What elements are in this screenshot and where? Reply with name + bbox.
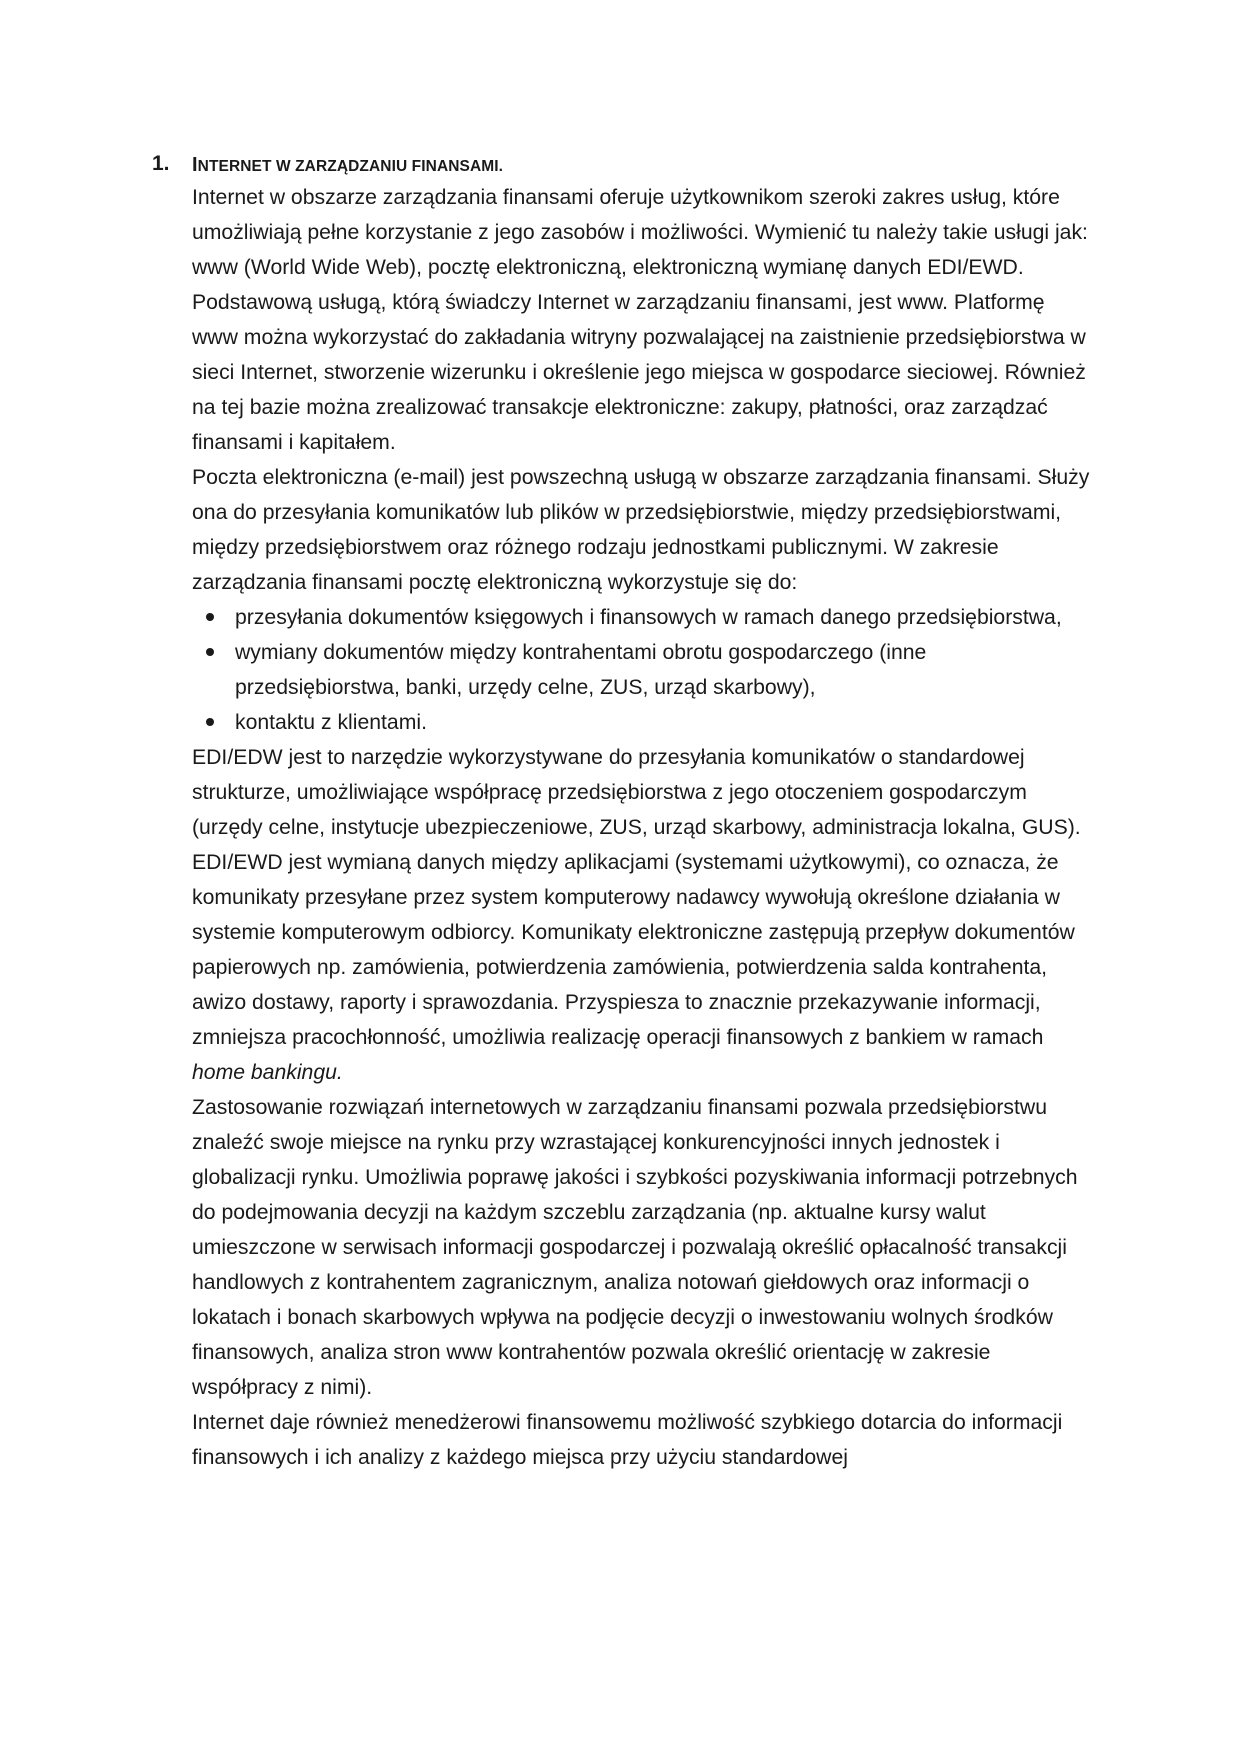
heading-title-rest: NTERNET W ZARZĄDZANIU FINANSAMI. [197, 158, 504, 175]
paragraph-edi [192, 740, 1092, 1090]
document-body [152, 150, 1092, 1475]
list-item [192, 600, 1092, 635]
bullet-icon [206, 718, 214, 726]
heading-title [192, 154, 503, 177]
paragraph-email: Poczta elektroniczna (e-mail) jest powszechną usługą w obszarze zarządzania finansami. Służy ona do przesyłania komunikatów lub plików w przedsiębiorstwie, między przedsiębiorstwami, między przedsiębiorstwem oraz różnego rodzaju jednostkami publicznymi. W zakresie zarządzania finansami pocztę elektroniczną wykorzystuje się do: [192, 466, 1090, 594]
list-item [192, 635, 1092, 705]
paragraph-manager: Internet daje również menedżerowi finansowemu możliwość szybkiego dotarcia do informacji finansowych i ich analizy z każdego miejsca przy użyciu standardowej [192, 1411, 1063, 1469]
paragraph-edi-italic: home bankingu. [192, 1061, 343, 1084]
paragraph-intro: Internet w obszarze zarządzania finansami oferuje użytkownikom szeroki zakres usług, które umożliwiają pełne korzystanie z jego zasobów i możliwości. Wymienić tu należy takie usługi jak: www (World Wide Web), pocztę elektroniczną, elektroniczną wymianę danych EDI/EWD. [192, 186, 1088, 279]
bullet-icon [206, 613, 214, 621]
list-item-text: kontaktu z klientami. [235, 711, 427, 734]
paragraph-edi-text: EDI/EDW jest to narzędzie wykorzystywane do przesyłania komunikatów o standardowej strukturze, umożliwiające współpracę przedsiębiorstwa z jego otoczeniem gospodarczym (urzędy celne, instytucje ubezpieczeniowe, ZUS, urząd skarbowy, administracja lokalna, GUS). EDI/EWD jest wymianą danych między aplikacjami (systemami użytkowymi), co oznacza, że komunikaty przesyłane przez system komputerowy nadawcy wywołują określone działania w systemie komputerowym odbiorcy. Komunikaty elektroniczne zastępują przepływ dokumentów papierowych np. zamówienia, potwierdzenia zamówienia, potwierdzenia salda kontrahenta, awizo dostawy, raporty i sprawozdania. Przyspiesza to znacznie przekazywanie informacji, zmniejsza pracochłonność, umożliwia realizację operacji finansowych z bankiem w ramach [192, 746, 1081, 1049]
list-item [192, 705, 1092, 740]
list-item-text: wymiany dokumentów między kontrahentami obrotu gospodarczego (inne przedsiębiorstwa, banki, urzędy celne, ZUS, urząd skarbowy), [235, 641, 927, 699]
section-heading [152, 150, 1092, 180]
bullet-icon [206, 648, 214, 656]
email-uses-list [192, 600, 1092, 740]
heading-number: 1. [152, 152, 170, 175]
paragraph-benefits: Zastosowanie rozwiązań internetowych w zarządzaniu finansami pozwala przedsiębiorstwu znaleźć swoje miejsce na rynku przy wzrastającej konkurencyjności innych jednostek i globalizacji rynku. Umożliwia poprawę jakości i szybkości pozyskiwania informacji potrzebnych do podejmowania decyzji na każdym szczeblu zarządzania (np. aktualne kursy walut umieszczone w serwisach informacji gospodarczej i pozwalają określić opłacalność transakcji handlowych z kontrahentem zagranicznym, analiza notowań giełdowych oraz informacji o lokatach i bonach skarbowych wpływa na podjęcie decyzji o inwestowaniu wolnych środków finansowych, analiza stron www kontrahentów pozwala określić orientację w zakresie współpracy z nimi). [192, 1096, 1078, 1399]
paragraph-www: Podstawową usługą, którą świadczy Internet w zarządzaniu finansami, jest www. Platformę www można wykorzystać do zakładania witryny pozwalającej na zaistnienie przedsiębiorstwa w sieci Internet, stworzenie wizerunku i określenie jego miejsca w gospodarce sieciowej. Również na tej bazie można zrealizować transakcje elektroniczne: zakupy, płatności, oraz zarządzać finansami i kapitałem. [192, 291, 1086, 454]
heading-title-initial: I [192, 154, 198, 176]
list-item-text: przesyłania dokumentów księgowych i finansowych w ramach danego przedsiębiorstwa, [235, 606, 1062, 629]
